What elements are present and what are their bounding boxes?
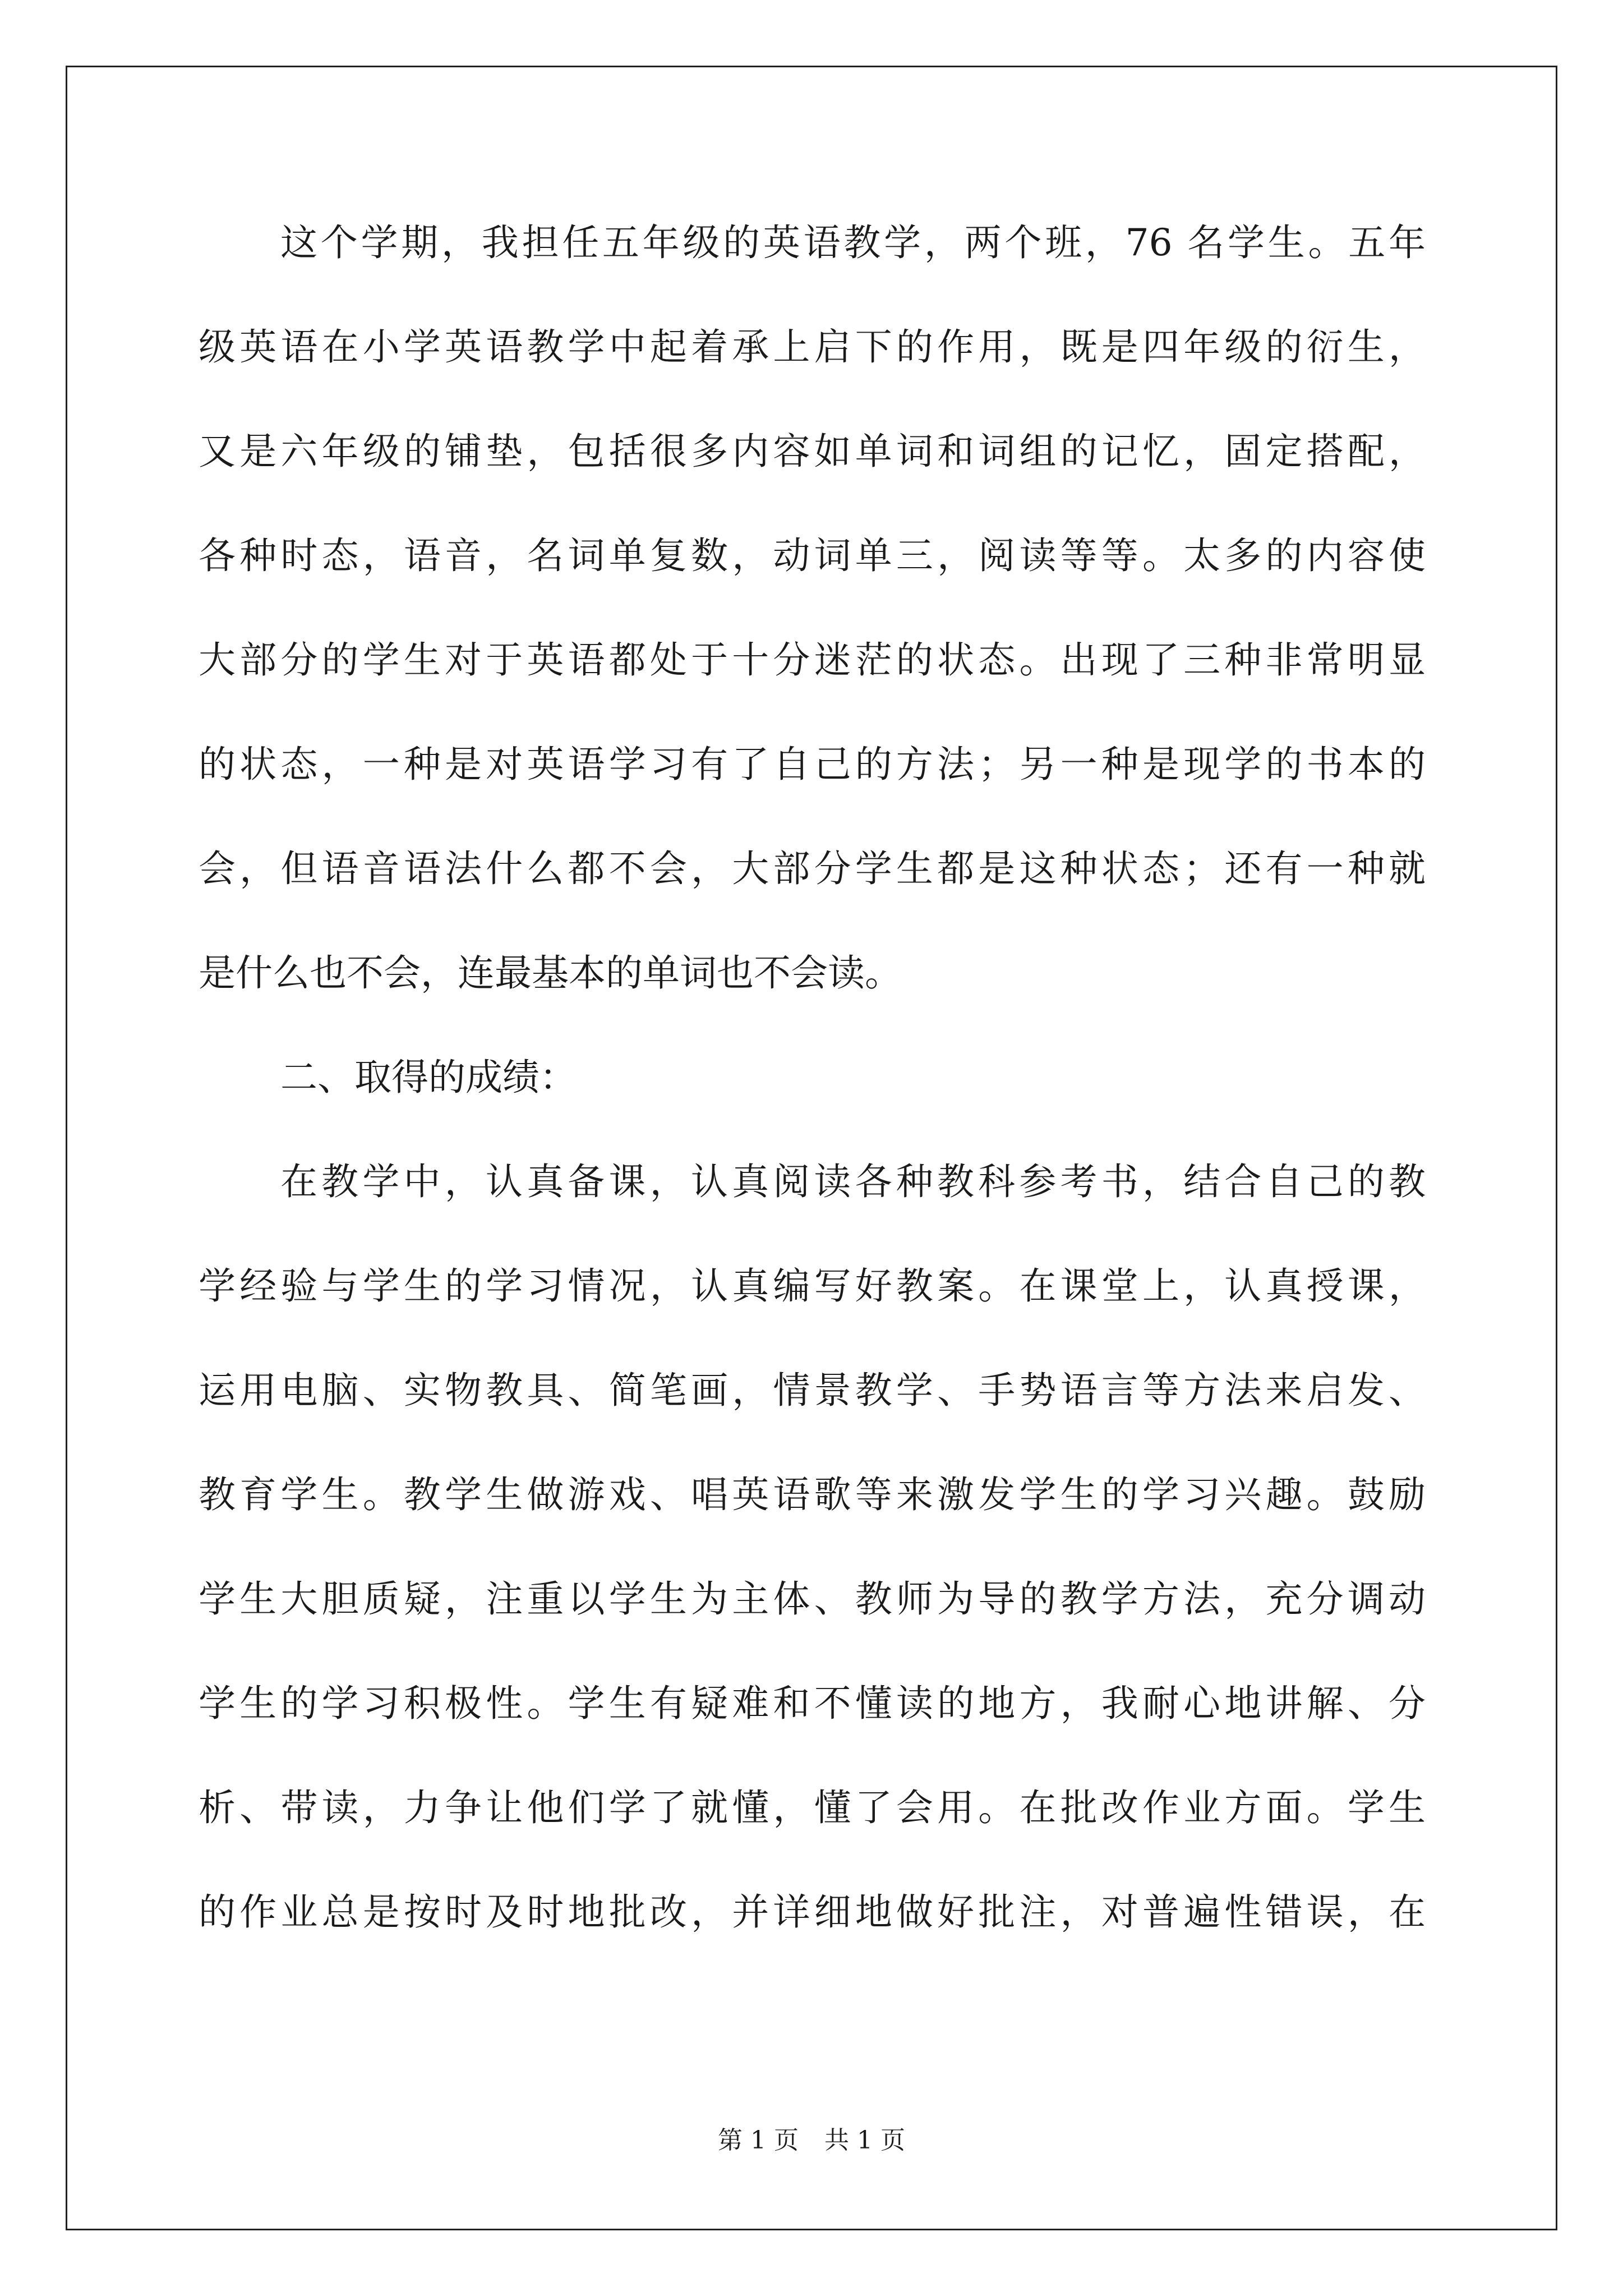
page-footer bbox=[0, 2126, 1623, 2155]
text-line: 析、带读，力争让他们学了就懂，懂了会用。在批改作业方面。学生 bbox=[199, 1786, 1426, 1829]
text-line: 教育学生。教学生做游戏、唱英语歌等来激发学生的学习兴趣。鼓励 bbox=[199, 1473, 1426, 1516]
section-heading: 二、取得的成绩： bbox=[280, 1056, 577, 1099]
text-line: 的作业总是按时及时地批改，并详细地做好批注，对普遍性错误，在 bbox=[199, 1890, 1426, 1934]
text-line: 在教学中，认真备课，认真阅读各种教科参考书，结合自己的教 bbox=[280, 1160, 1426, 1203]
page-number: 第 1 页 bbox=[718, 2126, 799, 2155]
text-line: 会，但语音语法什么都不会，大部分学生都是这种状态；还有一种就 bbox=[199, 847, 1426, 890]
text-line: 学生的学习积极性。学生有疑难和不懂读的地方，我耐心地讲解、分 bbox=[199, 1682, 1426, 1725]
document-body bbox=[199, 219, 1426, 1993]
text-line: 是什么也不会，连最基本的单词也不会读。 bbox=[199, 951, 902, 995]
text-line: 学生大胆质疑，注重以学生为主体、教师为导的教学方法，充分调动 bbox=[199, 1577, 1426, 1621]
text-line: 这个学期，我担任五年级的英语教学，两个班，76 名学生。五年 bbox=[280, 221, 1426, 264]
text-line: 学经验与学生的学习情况，认真编写好教案。在课堂上，认真授课， bbox=[199, 1264, 1426, 1308]
text-line: 的状态，一种是对英语学习有了自己的方法；另一种是现学的书本的 bbox=[199, 743, 1426, 786]
text-line: 又是六年级的铺垫，包括很多内容如单词和词组的记忆，固定搭配， bbox=[199, 430, 1426, 473]
page-total: 共 1 页 bbox=[824, 2126, 905, 2155]
text-line: 运用电脑、实物教具、简笔画，情景教学、手势语言等方法来启发、 bbox=[199, 1369, 1426, 1412]
text-line: 各种时态，语音，名词单复数，动词单三，阅读等等。太多的内容使 bbox=[199, 534, 1426, 577]
text-line: 大部分的学生对于英语都处于十分迷茫的状态。出现了三种非常明显 bbox=[199, 638, 1426, 682]
text-line: 级英语在小学英语教学中起着承上启下的作用，既是四年级的衍生， bbox=[199, 325, 1426, 369]
